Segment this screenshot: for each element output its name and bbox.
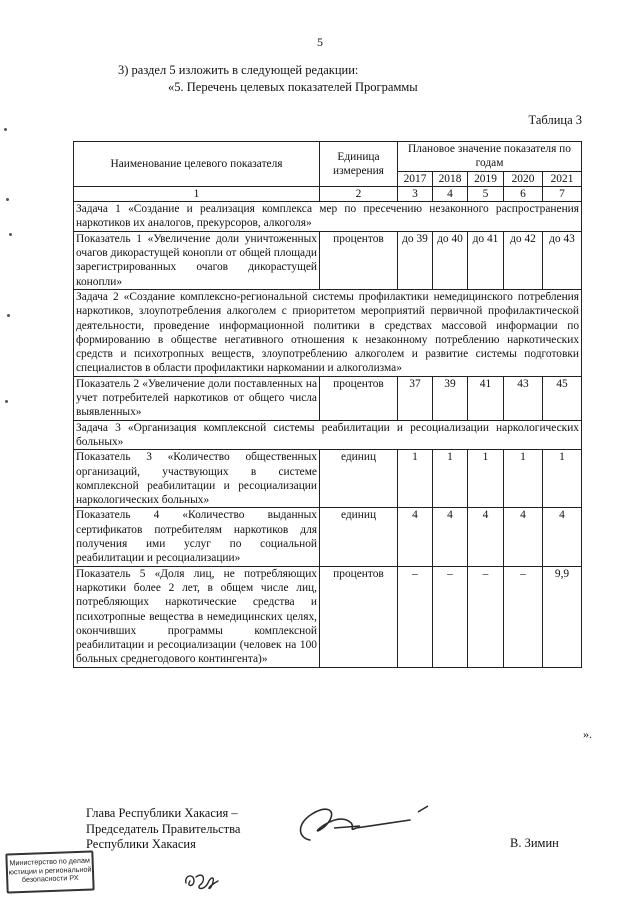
indicator-name: Показатель 5 «Доля лиц, не потребляющих наркотики более 2 лет, в общем числе лиц, потребляющих наркотические средства и психотропные вещества в немедицинских целях, окончивших программы комплексной реабилитации и ресоциализации (человек на 100 больных среднегодового контингента)» — [74, 566, 320, 667]
indicator-value: 1 — [504, 450, 543, 508]
indicator-row — [74, 508, 582, 566]
scan-speck — [6, 198, 9, 201]
indicator-value: 39 — [433, 376, 468, 420]
indicator-unit: процентов — [320, 231, 398, 289]
indicator-value: 1 — [433, 450, 468, 508]
header-indicator-name: Наименование целевого показателя — [74, 142, 320, 187]
amendment-intro: 3) раздел 5 изложить в следующей редакции: — [118, 63, 359, 77]
column-numbers-row — [74, 186, 582, 201]
indicator-value: до 41 — [468, 231, 504, 289]
indicator-value: 41 — [468, 376, 504, 420]
stamp-line: юстиции и региональной — [8, 864, 92, 877]
targets-table — [73, 141, 582, 668]
indicator-value: 4 — [543, 508, 582, 566]
indicator-value: до 39 — [398, 231, 433, 289]
indicator-unit: процентов — [320, 566, 398, 667]
header-year: 2017 — [398, 171, 433, 186]
indicator-value: 45 — [543, 376, 582, 420]
indicator-value: – — [433, 566, 468, 667]
indicator-unit: процентов — [320, 376, 398, 420]
indicator-name: Показатель 1 «Увеличение доли уничтоженных очагов дикорастущей конопли от общей площади зарегистрированных очагов дикорастущей конопли» — [74, 231, 320, 289]
indicator-row — [74, 376, 582, 420]
task-title: Задача 2 «Создание комплексно-региональной системы профилактики немедицинского потребления наркотиков, злоупотребления алкоголем с приоритетом мероприятий первичной профилактической деятельности, проведение информационной политики в средствах массовой информации по формированию в обществе негативного отношения к незаконному потреблению наркотических средств и психотропных веществ, злоупотреблению алкоголем и развитие системы подготовки специалистов в области профилактики наркомании и алкоголизма» — [74, 289, 582, 376]
task-title: Задача 3 «Организация комплексной системы реабилитации и ресоциализации наркологических больных» — [74, 420, 582, 450]
task-row — [74, 420, 582, 450]
task-title: Задача 1 «Создание и реализация комплекса мер по пресечению незаконного распространения наркотиков их аналогов, прекурсоров, алкоголя» — [74, 202, 582, 232]
indicator-name: Показатель 3 «Количество общественных организаций, участвующих в системе комплексной реабилитации и ресоциализации наркологических больных» — [74, 450, 320, 508]
indicator-value: 1 — [543, 450, 582, 508]
column-number: 6 — [504, 186, 543, 201]
scan-speck — [7, 314, 10, 317]
header-unit: Единица измерения — [320, 142, 398, 187]
indicator-row — [74, 566, 582, 667]
column-number: 5 — [468, 186, 504, 201]
scan-speck — [5, 400, 8, 403]
indicator-value: – — [468, 566, 504, 667]
indicator-value: 4 — [433, 508, 468, 566]
indicator-value: 4 — [398, 508, 433, 566]
closing-quote: ». — [583, 727, 592, 741]
header-year: 2018 — [433, 171, 468, 186]
indicator-name: Показатель 4 «Количество выданных сертификатов потребителям наркотиков для получения ими услуг по социальной реабилитации и ресоциализации» — [74, 508, 320, 566]
indicator-value: 4 — [504, 508, 543, 566]
page-number: 5 — [317, 35, 323, 49]
column-number: 7 — [543, 186, 582, 201]
scan-speck — [9, 233, 12, 236]
scan-speck — [4, 128, 7, 131]
column-number: 3 — [398, 186, 433, 201]
signatory-title-line: Республики Хакасия — [86, 837, 196, 851]
signatory-title-line: Глава Республики Хакасия – — [86, 806, 238, 820]
indicator-row — [74, 231, 582, 289]
column-number: 4 — [433, 186, 468, 201]
task-row — [74, 202, 582, 232]
handwritten-initials — [182, 865, 222, 893]
indicator-value: 1 — [398, 450, 433, 508]
section-heading: «5. Перечень целевых показателей Программы — [168, 80, 418, 94]
indicator-name: Показатель 2 «Увеличение доли поставленных на учет потребителей наркотиков от общего числа выявленных» — [74, 376, 320, 420]
indicator-value: 43 — [504, 376, 543, 420]
handwritten-signature — [290, 798, 440, 853]
header-planned-values: Плановое значение показателя по годам — [398, 142, 582, 172]
table-body — [74, 142, 582, 668]
column-number: 2 — [320, 186, 398, 201]
stamp-line: безопасности РХ — [21, 873, 79, 885]
indicator-value: до 42 — [504, 231, 543, 289]
signatory-name: В. Зимин — [510, 836, 559, 850]
indicator-value: 37 — [398, 376, 433, 420]
header-year: 2019 — [468, 171, 504, 186]
indicator-value: 4 — [468, 508, 504, 566]
header-year: 2020 — [504, 171, 543, 186]
indicator-value: 9,9 — [543, 566, 582, 667]
indicator-value: 1 — [468, 450, 504, 508]
column-number: 1 — [74, 186, 320, 201]
header-year: 2021 — [543, 171, 582, 186]
signatory-title — [86, 806, 240, 853]
header-row — [74, 142, 582, 172]
indicator-value: до 43 — [543, 231, 582, 289]
indicator-unit: единиц — [320, 508, 398, 566]
table-caption: Таблица 3 — [528, 113, 582, 127]
stamp-line: Министерство по делам — [9, 855, 90, 868]
signatory-title-line: Председатель Правительства — [86, 821, 241, 836]
indicator-value: – — [504, 566, 543, 667]
indicator-value: до 40 — [433, 231, 468, 289]
task-row — [74, 289, 582, 376]
indicator-row — [74, 450, 582, 508]
ministry-stamp — [5, 850, 94, 893]
indicator-unit: единиц — [320, 450, 398, 508]
indicator-value: – — [398, 566, 433, 667]
